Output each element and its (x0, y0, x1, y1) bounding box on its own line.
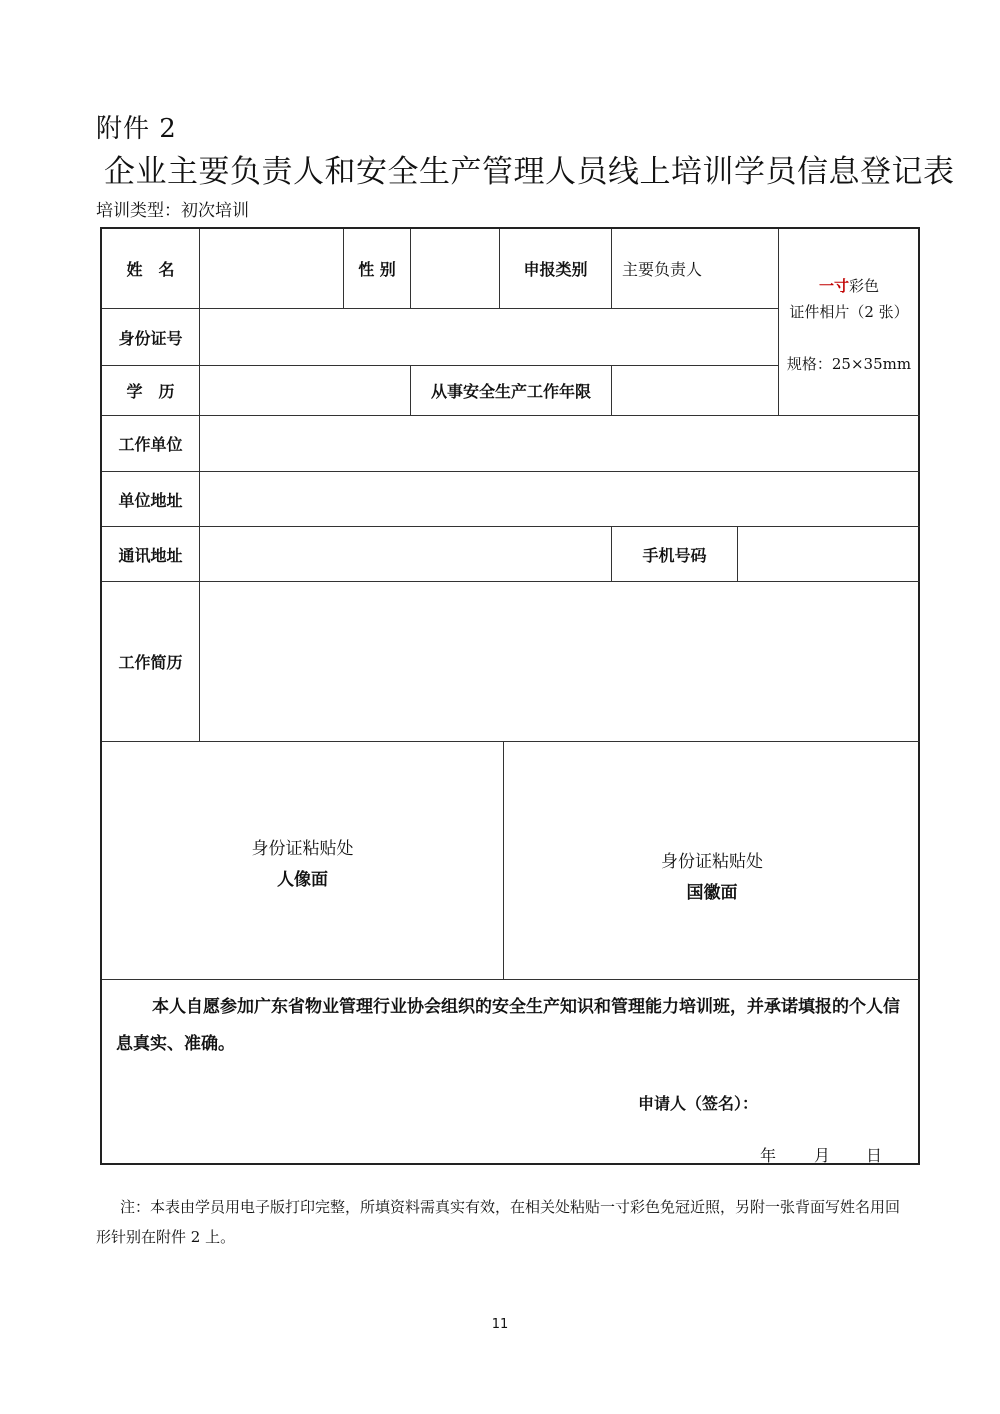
signature-label: 申请人（签名）： (638, 1094, 759, 1113)
row-divider (102, 979, 920, 980)
mobile-label: 手机号码 (642, 545, 707, 565)
photo-size-accent: 一寸 (818, 277, 849, 295)
name-label: 姓 名 (126, 260, 175, 279)
resume-label: 工作简历 (118, 653, 183, 672)
resume-field[interactable] (200, 582, 920, 741)
photo-size-rest: 彩色 (849, 277, 880, 295)
id-back-paste-area[interactable] (504, 847, 920, 903)
education-field[interactable] (200, 366, 410, 415)
id-front-paste-area[interactable] (102, 834, 503, 890)
page-title: 企业主要负责人和安全生产管理人员线上培训学员信息登记表 (104, 154, 955, 190)
date-year: 年 (760, 1146, 777, 1165)
pledge-text: 本人自愿参加广东省物业管理行业协会组织的安全生产知识和管理能力培训班，并承诺填报的个人信息真实、准确。 (116, 997, 900, 1054)
training-type-value: 初次培训 (181, 201, 249, 221)
id-number-field[interactable] (200, 309, 778, 365)
mail-address-label: 通讯地址 (118, 545, 183, 565)
category-value[interactable]: 主要负责人 (622, 260, 703, 279)
photo-area[interactable] (778, 229, 920, 415)
id-front-line1: 身份证粘贴处 (251, 839, 354, 859)
date-month: 月 (814, 1146, 831, 1165)
id-front-line2: 人像面 (277, 870, 328, 890)
id-back-line2: 国徽面 (686, 883, 738, 903)
id-back-line1: 身份证粘贴处 (661, 852, 763, 872)
mobile-field[interactable] (738, 527, 920, 581)
training-type-label: 培训类型： (96, 201, 181, 221)
training-type (96, 196, 249, 221)
photo-spec-line: 规格：25×35mm (786, 355, 912, 373)
employer-field[interactable] (200, 416, 920, 471)
years-label: 从事安全生产工作年限 (430, 382, 591, 401)
gender-field[interactable] (411, 229, 499, 308)
registration-form (100, 227, 920, 1165)
employer-label: 工作单位 (118, 435, 183, 454)
page-number: 11 (491, 1317, 509, 1332)
row-divider (102, 741, 920, 742)
employer-address-label: 单位地址 (118, 490, 183, 510)
photo-count-line: 证件相片（2 张） (789, 303, 909, 321)
attachment-label: 附件 2 (96, 114, 177, 144)
category-label: 申报类别 (523, 260, 588, 279)
id-number-label: 身份证号 (118, 328, 183, 348)
mail-address-field[interactable] (200, 527, 611, 581)
footnote: 注：本表由学员用电子版打印完整，所填资料需真实有效，在相关处粘贴一寸彩色免冠近照，另附一张背面写姓名用回形针别在附件 2 上。 (96, 1198, 901, 1246)
col-divider (611, 229, 612, 308)
photo-size-line (778, 275, 920, 296)
gender-label: 性 别 (358, 260, 396, 279)
employer-address-field[interactable] (200, 472, 920, 526)
name-field[interactable] (200, 229, 343, 308)
education-label: 学 历 (126, 382, 175, 401)
years-field[interactable] (612, 366, 778, 415)
date-day: 日 (866, 1146, 883, 1165)
